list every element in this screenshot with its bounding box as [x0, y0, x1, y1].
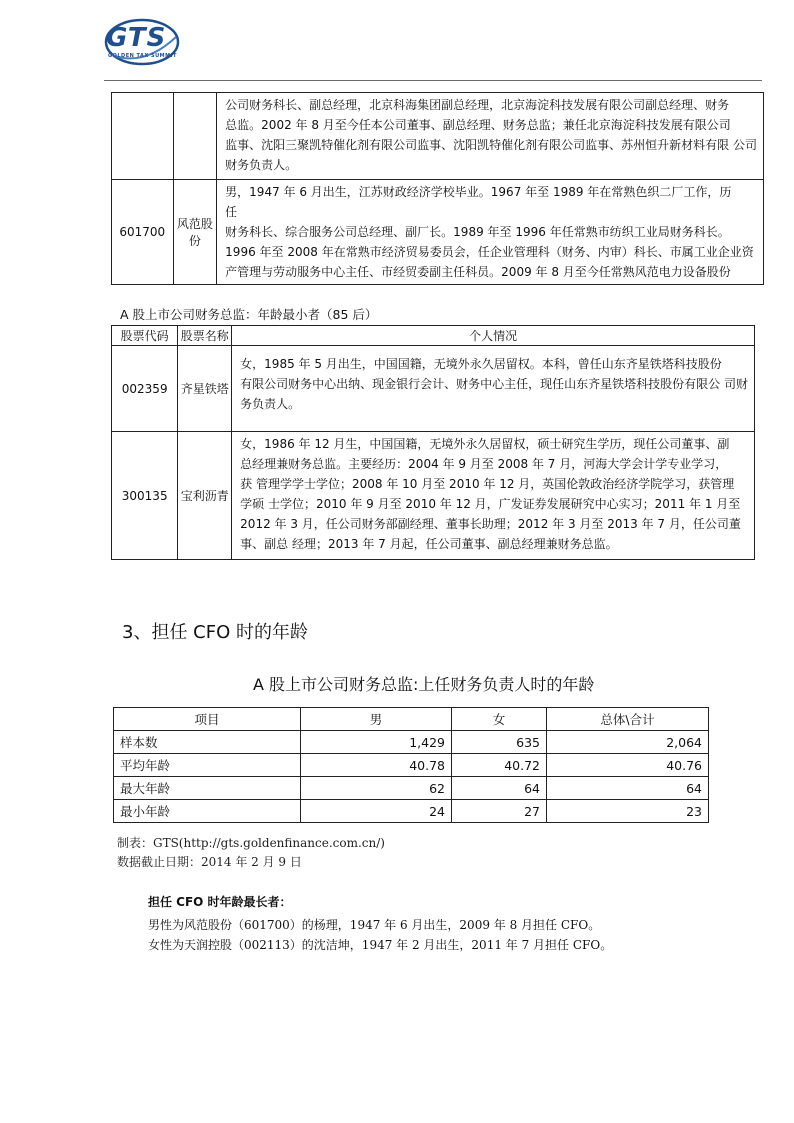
info-line: 1996 年至 2008 年在常熟市经济贸易委员会，任企业管理科（财务、内审）科长、市属工业企业资: [225, 245, 754, 259]
info-line: 女，1986 年 12 月生，中国国籍，无境外永久居留权，硕士研究生学历，现任公司董事、副: [240, 437, 730, 451]
row-label: 平均年龄: [114, 754, 301, 777]
info-line: 产管理与劳动服务中心主任、市经贸委副主任科员。2009 年 8 月至今任常熟风范电力设备股份: [225, 265, 731, 279]
table-header-row: [112, 326, 755, 346]
table-row: [114, 800, 709, 823]
logo-subtext: GOLDEN TAX SUMMIT: [108, 53, 177, 59]
oldest-male-line: 男性为风范股份（601700）的杨理，1947 年 6 月出生，2009 年 8 月担任 CFO。: [148, 918, 601, 932]
info-line: 女，1985 年 5 月出生，中国国籍，无境外永久居留权。本科，曾任山东齐星铁塔科技股份: [240, 357, 722, 371]
cell-total: 23: [547, 800, 709, 823]
row-label: 样本数: [114, 731, 301, 754]
cell-female: 40.72: [452, 754, 547, 777]
table-row: [112, 346, 755, 432]
column-header: 总体\合计: [547, 708, 709, 731]
person-info: [217, 93, 764, 180]
stock-code: 002359: [112, 346, 178, 432]
info-line: 任: [225, 205, 238, 219]
logo-text: GTS: [106, 23, 167, 53]
table-row: [114, 754, 709, 777]
cell-total: 2,064: [547, 731, 709, 754]
person-info: [217, 180, 764, 285]
info-line: 学硕 士学位；2010 年 9 月至 2010 年 12 月，广发证券发展研究中心实习；2011 年 1 月至: [240, 497, 741, 511]
table-caption-youngest: A 股上市公司财务总监：年龄最小者（85 后）: [120, 307, 378, 322]
table-header-row: [114, 708, 709, 731]
table-cfo-youngest: [111, 325, 755, 560]
stock-code: 601700: [112, 180, 174, 285]
info-line: 总经理兼财务总监。主要经历：2004 年 9 月至 2008 年 7 月，河海大学会计学专业学习，: [240, 457, 728, 471]
person-info: [232, 432, 755, 560]
table-row: [114, 731, 709, 754]
info-line: 有限公司财务中心出纳、现金银行会计、财务中心主任，现任山东齐星铁塔科技股份有限公 司财: [240, 377, 748, 391]
column-header: 个人情况: [232, 326, 755, 346]
stock-code: 300135: [112, 432, 178, 560]
info-line: 2012 年 3 月，任公司财务部副经理、董事长助理；2012 年 3 月至 2013 年 7 月，任公司董: [240, 517, 741, 531]
info-line: 监事、沈阳三聚凯特催化剂有限公司监事、沈阳凯特催化剂有限公司监事、苏州恒升新材料有限 公司: [225, 138, 757, 152]
info-line: 财务科长、综合服务公司总经理、副厂长。1989 年至 1996 年任常熟市纺织工业局财务科长。: [225, 225, 730, 239]
info-line: 总监。2002 年 8 月至今任本公司董事、副总经理、财务总监；兼任北京海淀科技发展有限公司: [225, 118, 731, 132]
person-info: [232, 346, 755, 432]
column-header: 男: [301, 708, 452, 731]
table-source-note: 制表：GTS(http://gts.goldenfinance.com.cn/): [117, 836, 385, 850]
cell-male: 40.78: [301, 754, 452, 777]
cell-female: 64: [452, 777, 547, 800]
table-cfo-oldest-continued: [111, 92, 764, 285]
info-line: 财务负责人。: [225, 158, 298, 172]
column-header: 女: [452, 708, 547, 731]
info-line: 男，1947 年 6 月出生，江苏财政经济学校毕业。1967 年至 1989 年在常熟色织二厂工作，历: [225, 185, 732, 199]
section-title: 3、担任 CFO 时的年龄: [122, 622, 308, 643]
column-header: 项目: [114, 708, 301, 731]
info-line: 务负责人。: [240, 397, 301, 411]
info-line: 事、副总 经理；2013 年 7 月起，任公司董事、副总经理兼财务总监。: [240, 537, 618, 551]
table-row: [112, 93, 764, 180]
cell-total: 40.76: [547, 754, 709, 777]
info-line: 公司财务科长、副总经理，北京科海集团副总经理，北京海淀科技发展有限公司副总经理、财务: [225, 98, 730, 112]
column-header: 股票代码: [112, 326, 178, 346]
stock-code: [112, 93, 174, 180]
data-cutoff-note: 数据截止日期：2014 年 2 月 9 日: [117, 855, 302, 869]
table-row: [112, 432, 755, 560]
cell-male: 62: [301, 777, 452, 800]
cell-male: 24: [301, 800, 452, 823]
row-label: 最大年龄: [114, 777, 301, 800]
info-line: 获 管理学学士学位；2008 年 10 月至 2010 年 12 月，英国伦敦政治经济学院学习，获管理: [240, 477, 735, 491]
header-divider: [104, 80, 762, 81]
table-row: [112, 180, 764, 285]
cell-total: 64: [547, 777, 709, 800]
stock-name: [173, 93, 217, 180]
table-row: [114, 777, 709, 800]
cell-male: 1,429: [301, 731, 452, 754]
oldest-female-line: 女性为天润控股（002113）的沈洁坤，1947 年 2 月出生，2011 年 7 月担任 CFO。: [148, 938, 613, 952]
cell-female: 635: [452, 731, 547, 754]
stats-table-title: A 股上市公司财务总监:上任财务负责人时的年龄: [253, 675, 595, 694]
stock-name: 宝利沥青: [178, 432, 232, 560]
row-label: 最小年龄: [114, 800, 301, 823]
column-header: 股票名称: [178, 326, 232, 346]
oldest-cfo-heading: 担任 CFO 时年龄最长者：: [148, 895, 292, 909]
cell-female: 27: [452, 800, 547, 823]
stock-name: 风范股份: [173, 180, 217, 285]
table-age-stats: [113, 707, 709, 823]
stock-name: 齐星铁塔: [178, 346, 232, 432]
